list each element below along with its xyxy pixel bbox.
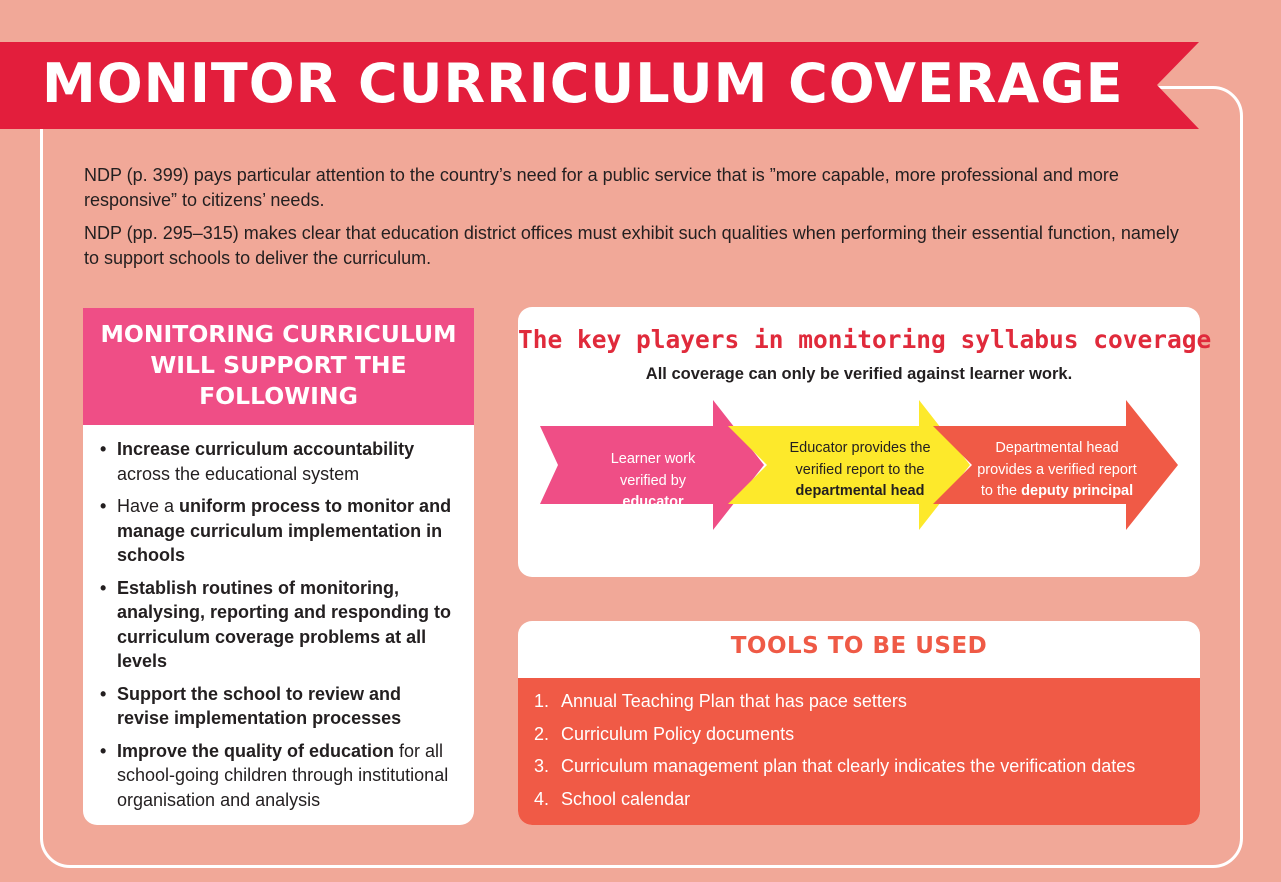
tools-item: [534, 722, 1184, 746]
page-title: MONITOR CURRICULUM COVERAGE: [42, 52, 1124, 115]
tools-card: [518, 621, 1200, 825]
bold-text: Improve the quality of education: [117, 740, 395, 761]
text-segment: across the educational system: [117, 463, 360, 484]
intro-paragraph-2: NDP (pp. 295–315) makes clear that education district offices must exhibit such qualities when performing their essential function, namely to support schools to deliver the curriculum.: [84, 223, 1179, 268]
text-segment: Departmental head provides a verified report to the: [977, 440, 1137, 499]
tools-item-number: 3.: [534, 756, 550, 776]
tools-item: [534, 787, 1184, 811]
title-banner: [0, 42, 1200, 129]
support-list-item: [100, 437, 456, 486]
intro-text: [84, 163, 1194, 279]
text-segment: or: [1018, 504, 1036, 521]
tools-item-text: Annual Teaching Plan that has pace setters: [561, 691, 907, 711]
intro-paragraph-1: NDP (p. 399) pays particular attention to the country’s need for a public service that is ”more capable, more professional and more responsive” to citizens’ needs.: [84, 165, 1119, 210]
key-players-title: The key players in monitoring syllabus coverage: [518, 325, 1212, 354]
text-segment: Learner work verified by: [610, 451, 696, 489]
tools-item-text: Curriculum Policy documents: [561, 723, 795, 744]
tools-item: [534, 689, 1184, 713]
bold-text: educator: [622, 494, 684, 510]
tools-item-text: Curriculum management plan that clearly indicates the verification dates: [561, 756, 1136, 776]
support-list-item: [100, 682, 456, 731]
support-card: [83, 308, 474, 825]
support-heading-line-1: MONITORING CURRICULUM: [100, 320, 457, 348]
tools-item-number: 1.: [534, 691, 550, 711]
tools-list: [518, 678, 1200, 825]
tools-item: [534, 754, 1184, 778]
tools-item-number: 2.: [534, 723, 550, 744]
support-list-item: [100, 576, 456, 674]
support-list-item: [100, 494, 456, 568]
tools-item-number: 4.: [534, 788, 550, 809]
bold-text: departmental head: [795, 483, 925, 499]
bold-text: Support the school to review and revise implementation processes: [117, 683, 402, 728]
tools-item-text: School calendar: [561, 788, 691, 809]
text-segment: Have a: [117, 496, 180, 516]
text-segment: Educator provides the verified report to the: [789, 440, 931, 478]
key-players-card: [518, 307, 1212, 577]
bold-text: Increase curriculum accountability: [117, 439, 415, 459]
support-heading-line-2: WILL SUPPORT THE: [150, 351, 407, 379]
support-heading: [83, 308, 474, 425]
key-players-subtitle: All coverage can only be verified against learner work.: [645, 365, 1073, 383]
bold-text: Establish routines of monitoring, analysing, reporting and responding to curriculum coverage problems at all levels: [117, 577, 452, 671]
flow-step-1-text: [594, 449, 712, 514]
support-list: [83, 425, 474, 812]
flow-step-3-text: [973, 438, 1141, 524]
bold-text: principal: [1035, 504, 1096, 521]
bold-text: uniform process to monitor and manage curriculum implementation in schools: [117, 496, 452, 565]
support-list-item: [100, 739, 456, 813]
support-heading-line-3: FOLLOWING: [199, 382, 358, 410]
bold-text: deputy principal: [1021, 483, 1134, 499]
tools-heading: TOOLS TO BE USED: [730, 633, 988, 659]
flow-step-2-text: [780, 438, 940, 503]
text-segment: for all school-going children through institutional organisation and analysis: [117, 740, 449, 810]
